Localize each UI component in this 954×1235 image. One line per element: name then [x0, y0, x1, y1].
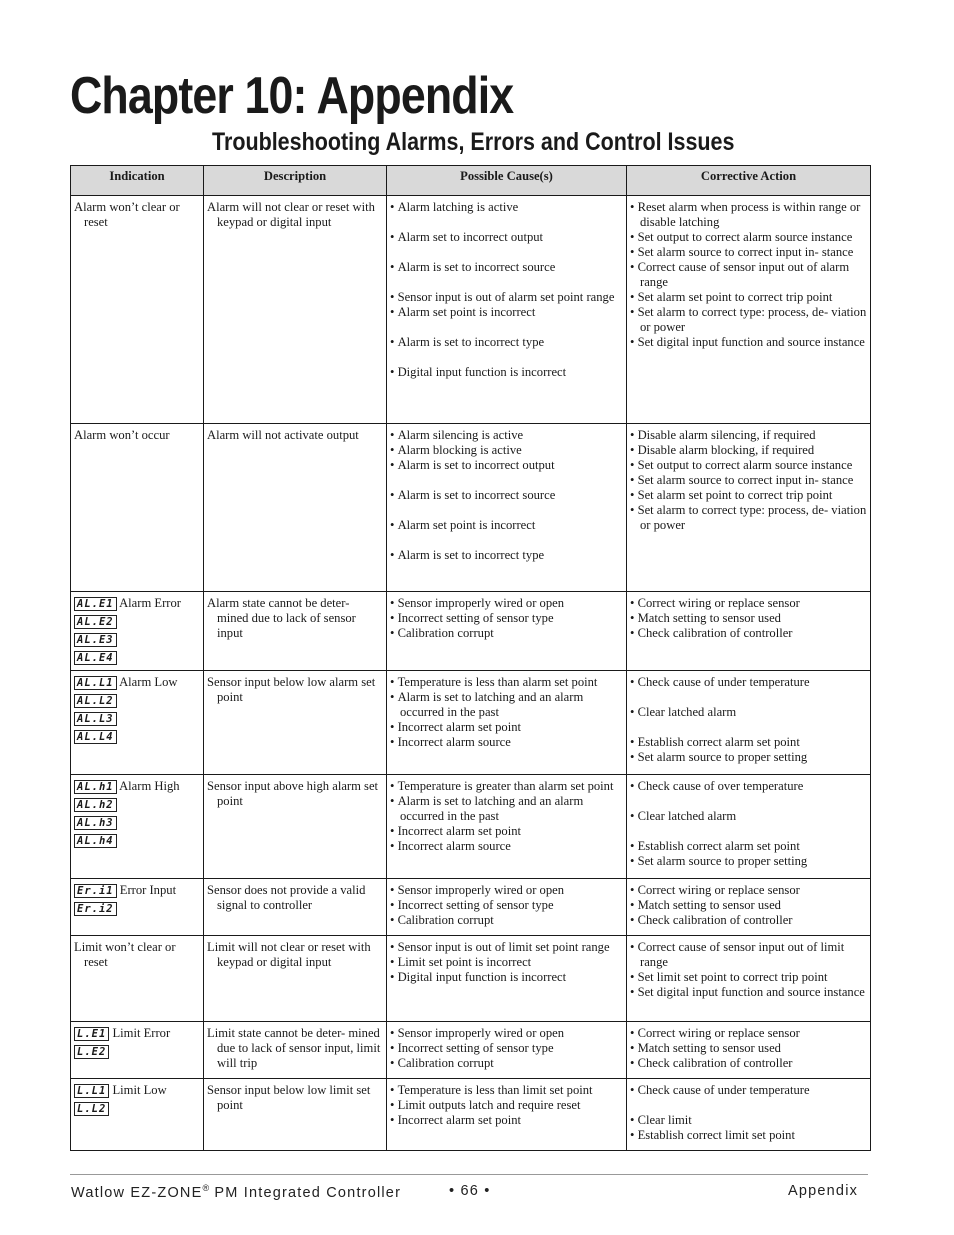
action-text: Clear latched alarm	[637, 705, 737, 719]
cause-text: Sensor improperly wired or open	[397, 1026, 565, 1040]
action-text: Check cause of over temperature	[637, 779, 804, 793]
header-corrective-action: Corrective Action	[627, 166, 871, 196]
display-code: AL.E1	[74, 597, 117, 611]
cause-item	[390, 518, 623, 533]
action-text: Clear latched alarm	[637, 809, 737, 823]
cause-text: Sensor input is out of alarm set point range	[397, 290, 615, 304]
cause-item	[390, 260, 623, 275]
indication-cell	[71, 671, 204, 775]
registered-mark: ®	[202, 1183, 210, 1193]
indication-cell	[71, 1022, 204, 1079]
action-item	[630, 290, 867, 305]
action-text: Establish correct alarm set point	[637, 735, 800, 749]
display-code: AL.h4	[74, 834, 117, 848]
actions-cell	[627, 671, 871, 775]
causes-cell	[387, 196, 627, 424]
cause-item	[390, 488, 623, 503]
description-cell	[204, 936, 387, 1022]
action-text: Match setting to sensor used	[637, 1041, 781, 1055]
indication-label: Error Input	[119, 883, 177, 897]
cause-text: Limit outputs latch and require reset	[397, 1098, 581, 1112]
action-item	[630, 809, 867, 824]
description-cell	[204, 671, 387, 775]
cause-text: Alarm latching is active	[397, 200, 519, 214]
action-item	[630, 913, 867, 928]
cause-item	[390, 458, 623, 473]
cause-item	[390, 913, 623, 928]
actions-cell	[627, 424, 871, 592]
description-cell	[204, 196, 387, 424]
causes-cell	[387, 1079, 627, 1151]
indication-label: Alarm won’t occur	[74, 428, 170, 442]
cause-item	[390, 883, 623, 898]
action-item	[630, 705, 867, 720]
indication-label: Limit Error	[112, 1026, 171, 1040]
causes-cell	[387, 879, 627, 936]
spacer	[390, 533, 623, 548]
cause-text: Calibration corrupt	[397, 626, 494, 640]
spacer	[630, 1098, 867, 1113]
cause-text: Incorrect alarm source	[397, 735, 511, 749]
table-row	[71, 775, 871, 879]
action-item	[630, 940, 867, 970]
cause-item	[390, 1098, 623, 1113]
indication-cell	[71, 775, 204, 879]
display-code: AL.E4	[74, 651, 117, 665]
action-text: Disable alarm blocking, if required	[637, 443, 815, 457]
cause-text: Alarm is set to incorrect output	[397, 458, 555, 472]
cause-item	[390, 626, 623, 641]
action-text: Check cause of under temperature	[637, 675, 810, 689]
cause-text: Limit set point is incorrect	[397, 955, 532, 969]
display-code: AL.E2	[74, 615, 117, 629]
action-text: Reset alarm when process is within range or disable latching	[637, 200, 861, 229]
display-code: L.L1	[74, 1084, 109, 1098]
table-row	[71, 592, 871, 671]
action-item	[630, 1083, 867, 1098]
display-code: Er.i2	[74, 902, 117, 916]
section-title: Troubleshooting Alarms, Errors and Control Issues	[212, 128, 735, 156]
action-text: Correct cause of sensor input out of limit range	[637, 940, 845, 969]
action-item	[630, 488, 867, 503]
action-text: Set alarm to correct type: process, de- viation or power	[637, 503, 867, 532]
cause-text: Sensor improperly wired or open	[397, 596, 565, 610]
action-text: Clear limit	[637, 1113, 692, 1127]
cause-text: Incorrect alarm set point	[397, 1113, 521, 1127]
indication-cell	[71, 1079, 204, 1151]
action-text: Establish correct alarm set point	[637, 839, 800, 853]
cause-text: Calibration corrupt	[397, 1056, 494, 1070]
action-item	[630, 750, 867, 765]
action-item	[630, 898, 867, 913]
display-code: Er.i1	[74, 884, 117, 898]
cause-text: Alarm is set to incorrect source	[397, 488, 556, 502]
action-text: Check calibration of controller	[637, 626, 793, 640]
cause-text: Alarm blocking is active	[397, 443, 522, 457]
description-cell	[204, 775, 387, 879]
indication-label: Alarm Low	[119, 675, 178, 689]
cause-item	[390, 365, 623, 380]
description-cell	[204, 1022, 387, 1079]
spacer	[630, 824, 867, 839]
action-item	[630, 200, 867, 230]
action-item	[630, 305, 867, 335]
action-text: Set output to correct alarm source instance	[637, 230, 853, 244]
action-text: Correct wiring or replace sensor	[637, 1026, 800, 1040]
action-item	[630, 503, 867, 533]
display-code: AL.L1	[74, 676, 117, 690]
cause-item	[390, 230, 623, 245]
action-text: Set alarm source to correct input in- stance	[637, 245, 854, 259]
action-item	[630, 970, 867, 985]
action-text: Check cause of under temperature	[637, 1083, 810, 1097]
actions-cell	[627, 879, 871, 936]
action-item	[630, 675, 867, 690]
cause-text: Alarm is set to incorrect type	[397, 335, 545, 349]
action-text: Set alarm set point to correct trip point	[637, 290, 833, 304]
display-code: AL.h2	[74, 798, 117, 812]
action-text: Match setting to sensor used	[637, 611, 781, 625]
action-item	[630, 611, 867, 626]
cause-text: Incorrect setting of sensor type	[397, 1041, 554, 1055]
spacer	[630, 720, 867, 735]
description-text: Alarm state cannot be deter- mined due to lack of sensor input	[207, 596, 356, 640]
action-item	[630, 626, 867, 641]
cause-text: Alarm is set to latching and an alarm occurred in the past	[397, 690, 584, 719]
spacer	[390, 275, 623, 290]
action-item	[630, 839, 867, 854]
cause-item	[390, 898, 623, 913]
action-item	[630, 779, 867, 794]
action-item	[630, 473, 867, 488]
action-text: Set alarm source to correct input in- stance	[637, 473, 854, 487]
cause-item	[390, 428, 623, 443]
display-code: L.E2	[74, 1045, 109, 1059]
cause-text: Alarm is set to latching and an alarm occurred in the past	[397, 794, 584, 823]
cause-item	[390, 1026, 623, 1041]
description-text: Alarm will not clear or reset with keypad or digital input	[207, 200, 375, 229]
actions-cell	[627, 196, 871, 424]
cause-text: Sensor input is out of limit set point range	[397, 940, 610, 954]
description-text: Sensor input above high alarm set point	[207, 779, 379, 808]
action-text: Set alarm set point to correct trip point	[637, 488, 833, 502]
actions-cell	[627, 1022, 871, 1079]
cause-text: Digital input function is incorrect	[397, 970, 567, 984]
footer-product-rest: PM Integrated Controller	[209, 1184, 402, 1201]
cause-text: Digital input function is incorrect	[397, 365, 567, 379]
causes-cell	[387, 424, 627, 592]
chapter-title: Chapter 10: Appendix	[70, 67, 514, 125]
spacer	[390, 215, 623, 230]
cause-item	[390, 548, 623, 563]
footer-page-number: • 66 •	[449, 1183, 491, 1199]
action-item	[630, 1026, 867, 1041]
footer-product	[71, 1183, 401, 1201]
cause-item	[390, 1056, 623, 1071]
cause-item	[390, 675, 623, 690]
action-text: Establish correct limit set point	[637, 1128, 795, 1142]
troubleshooting-table	[70, 165, 871, 1151]
cause-item	[390, 794, 623, 824]
action-text: Set digital input function and source instance	[637, 985, 865, 999]
action-item	[630, 335, 867, 350]
cause-text: Alarm set to incorrect output	[397, 230, 544, 244]
description-text: Alarm will not activate output	[207, 428, 359, 442]
indication-cell	[71, 424, 204, 592]
action-text: Set alarm source to proper setting	[637, 750, 808, 764]
actions-cell	[627, 936, 871, 1022]
display-code: L.L2	[74, 1102, 109, 1116]
indication-label: Limit Low	[112, 1083, 167, 1097]
indication-cell	[71, 936, 204, 1022]
cause-text: Alarm set point is incorrect	[397, 305, 536, 319]
causes-cell	[387, 1022, 627, 1079]
action-text: Disable alarm silencing, if required	[637, 428, 816, 442]
cause-item	[390, 720, 623, 735]
cause-text: Sensor improperly wired or open	[397, 883, 565, 897]
action-text: Correct wiring or replace sensor	[637, 883, 800, 897]
cause-item	[390, 1113, 623, 1128]
action-text: Correct cause of sensor input out of alarm range	[637, 260, 850, 289]
action-text: Check calibration of controller	[637, 913, 793, 927]
action-item	[630, 883, 867, 898]
cause-item	[390, 824, 623, 839]
actions-cell	[627, 1079, 871, 1151]
cause-item	[390, 305, 623, 320]
action-item	[630, 985, 867, 1000]
spacer	[630, 690, 867, 705]
cause-item	[390, 1041, 623, 1056]
display-code: AL.L4	[74, 730, 117, 744]
action-text: Set limit set point to correct trip point	[637, 970, 828, 984]
description-text: Sensor input below low limit set point	[207, 1083, 371, 1112]
action-item	[630, 458, 867, 473]
action-text: Set output to correct alarm source instance	[637, 458, 853, 472]
description-cell	[204, 1079, 387, 1151]
cause-item	[390, 1083, 623, 1098]
cause-item	[390, 200, 623, 215]
cause-item	[390, 839, 623, 854]
footer-rule	[70, 1174, 868, 1175]
cause-item	[390, 596, 623, 611]
spacer	[390, 245, 623, 260]
footer-section: Appendix	[788, 1183, 859, 1199]
action-item	[630, 443, 867, 458]
table-row	[71, 424, 871, 592]
action-text: Set alarm source to proper setting	[637, 854, 808, 868]
spacer	[630, 794, 867, 809]
header-possible-causes: Possible Cause(s)	[387, 166, 627, 196]
causes-cell	[387, 592, 627, 671]
cause-text: Incorrect setting of sensor type	[397, 611, 554, 625]
indication-cell	[71, 879, 204, 936]
indication-label: Alarm Error	[119, 596, 181, 610]
action-item	[630, 1113, 867, 1128]
cause-item	[390, 940, 623, 955]
description-cell	[204, 424, 387, 592]
table-row	[71, 879, 871, 936]
cause-item	[390, 779, 623, 794]
cause-text: Calibration corrupt	[397, 913, 494, 927]
spacer	[390, 350, 623, 365]
cause-text: Alarm silencing is active	[397, 428, 524, 442]
cause-text: Incorrect alarm set point	[397, 824, 521, 838]
display-code: AL.E3	[74, 633, 117, 647]
spacer	[390, 473, 623, 488]
indication-label: Alarm High	[119, 779, 180, 793]
cause-text: Temperature is less than alarm set point	[397, 675, 598, 689]
cause-text: Alarm is set to incorrect type	[397, 548, 545, 562]
action-text: Set alarm to correct type: process, de- viation or power	[637, 305, 867, 334]
cause-text: Temperature is less than limit set point	[397, 1083, 593, 1097]
causes-cell	[387, 775, 627, 879]
description-cell	[204, 879, 387, 936]
action-item	[630, 854, 867, 869]
action-item	[630, 428, 867, 443]
table-body	[71, 196, 871, 1151]
table-row	[71, 936, 871, 1022]
actions-cell	[627, 775, 871, 879]
cause-item	[390, 735, 623, 750]
table-row	[71, 1079, 871, 1151]
description-text: Limit state cannot be deter- mined due to lack of sensor input, limit will trip	[207, 1026, 381, 1070]
cause-item	[390, 955, 623, 970]
action-item	[630, 596, 867, 611]
cause-text: Alarm set point is incorrect	[397, 518, 536, 532]
table-header-row	[71, 166, 871, 196]
action-text: Correct wiring or replace sensor	[637, 596, 800, 610]
header-indication: Indication	[71, 166, 204, 196]
cause-item	[390, 443, 623, 458]
actions-cell	[627, 592, 871, 671]
indication-label: Limit won’t clear or reset	[74, 940, 176, 969]
cause-item	[390, 611, 623, 626]
description-text: Sensor does not provide a valid signal to controller	[207, 883, 366, 912]
cause-item	[390, 690, 623, 720]
indication-cell	[71, 592, 204, 671]
table-row	[71, 671, 871, 775]
action-item	[630, 245, 867, 260]
description-cell	[204, 592, 387, 671]
action-text: Match setting to sensor used	[637, 898, 781, 912]
causes-cell	[387, 671, 627, 775]
indication-label: Alarm won’t clear or reset	[74, 200, 180, 229]
action-item	[630, 1041, 867, 1056]
cause-text: Incorrect setting of sensor type	[397, 898, 554, 912]
action-item	[630, 1128, 867, 1143]
cause-text: Incorrect alarm set point	[397, 720, 521, 734]
action-item	[630, 230, 867, 245]
spacer	[390, 320, 623, 335]
indication-cell	[71, 196, 204, 424]
action-text: Check calibration of controller	[637, 1056, 793, 1070]
action-text: Set digital input function and source instance	[637, 335, 865, 349]
display-code: AL.h1	[74, 780, 117, 794]
description-text: Limit will not clear or reset with keypad or digital input	[207, 940, 371, 969]
cause-item	[390, 290, 623, 305]
description-text: Sensor input below low alarm set point	[207, 675, 376, 704]
display-code: AL.L2	[74, 694, 117, 708]
causes-cell	[387, 936, 627, 1022]
header-description: Description	[204, 166, 387, 196]
display-code: AL.h3	[74, 816, 117, 830]
cause-text: Alarm is set to incorrect source	[397, 260, 556, 274]
table-row	[71, 1022, 871, 1079]
cause-item	[390, 335, 623, 350]
cause-text: Temperature is greater than alarm set point	[397, 779, 614, 793]
display-code: L.E1	[74, 1027, 109, 1041]
display-code: AL.L3	[74, 712, 117, 726]
cause-item	[390, 970, 623, 985]
footer-product-name: Watlow EZ-ZONE	[71, 1184, 203, 1201]
cause-text: Incorrect alarm source	[397, 839, 511, 853]
action-item	[630, 260, 867, 290]
spacer	[390, 503, 623, 518]
table-row	[71, 196, 871, 424]
action-item	[630, 1056, 867, 1071]
action-item	[630, 735, 867, 750]
